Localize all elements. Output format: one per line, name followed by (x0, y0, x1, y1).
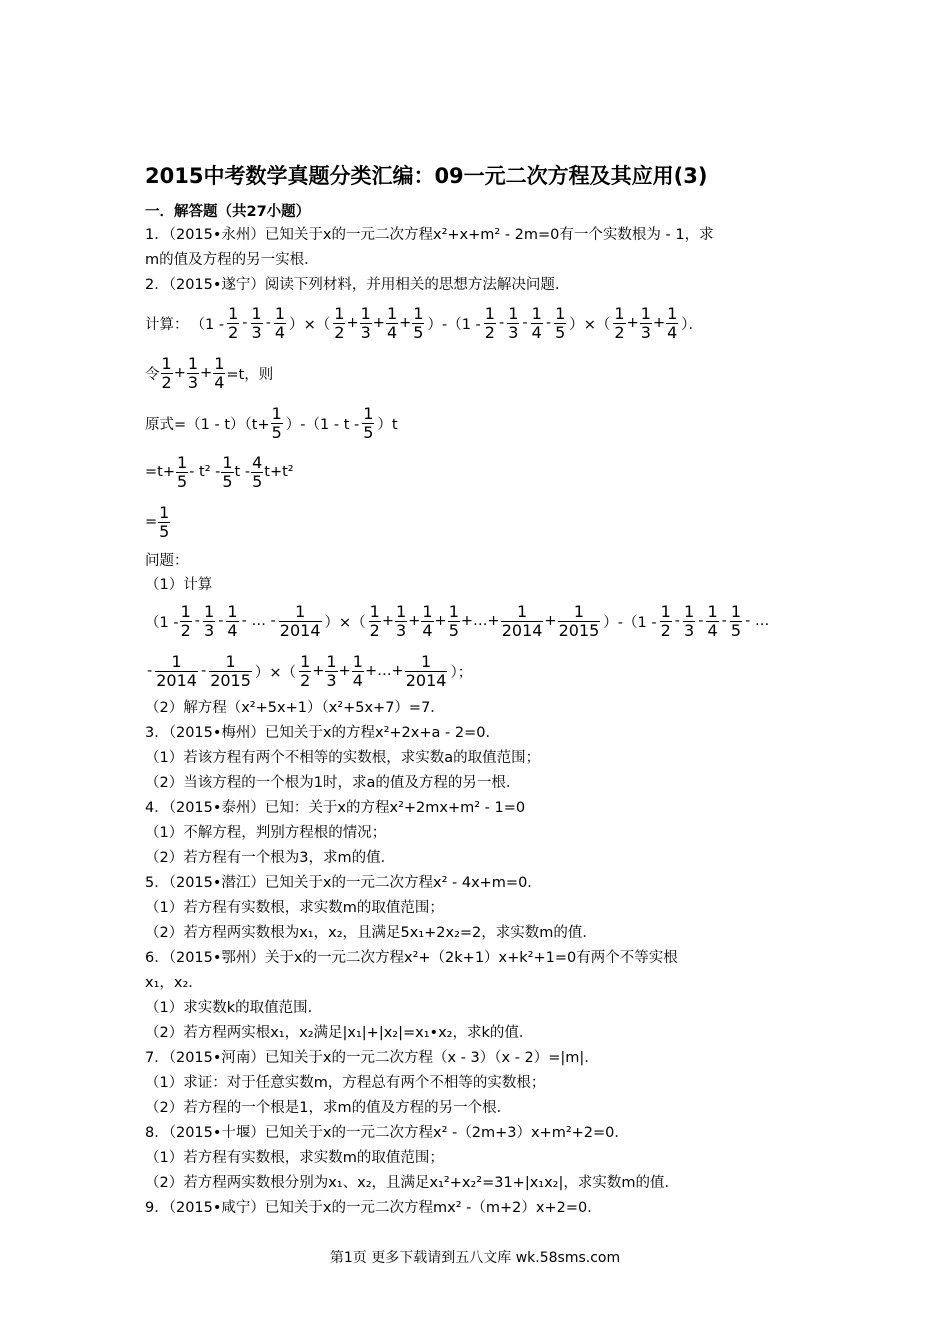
ellipsis-plus: +…+ (364, 663, 404, 679)
question-8-part-2: （2）若方程两实数根分别为x₁、x₂，且满足x₁²+x₂²=31+|x₁x₂|，求实数m的值． (145, 1175, 680, 1191)
plus-sign: + (312, 663, 325, 679)
fraction-numerator: 1 (326, 651, 337, 671)
big-calc-line-2 (145, 649, 474, 693)
fraction-denominator: 5 (252, 471, 263, 491)
calc-expression (145, 301, 705, 345)
fraction-1-3 (203, 603, 215, 640)
fraction-denominator: 3 (360, 322, 371, 342)
let-suffix: =t，则 (226, 366, 274, 383)
fraction-numerator: 1 (421, 651, 432, 671)
fraction-denominator: 4 (422, 620, 433, 640)
expand-b: - t² - (189, 464, 221, 480)
fraction-1-5 (271, 405, 283, 442)
ellipsis-plus: +…+ (460, 613, 500, 629)
expand-c: t - (234, 464, 251, 480)
fraction-denominator: 2 (369, 620, 380, 640)
times-sign: ）×（ (254, 664, 297, 681)
plus-sign: + (434, 613, 447, 629)
fraction-denominator: 5 (363, 422, 374, 442)
paren-open: （1 - (190, 316, 225, 333)
question-3-part-2: （2）当该方程的一个根为1时，求a的值及方程的另一根． (145, 775, 521, 791)
fraction-1-2 (484, 305, 496, 342)
question-7-part-2: （2）若方程的一个根是1，求m的值及方程的另一个根． (145, 1100, 512, 1116)
fraction-1-2 (161, 355, 173, 392)
expand-d: t+t² (264, 464, 294, 480)
fraction-denominator: 3 (508, 322, 519, 342)
minus-sign: - (721, 613, 727, 629)
question-5-part-2: （2）若方程两实数根为x₁，x₂，且满足5x₁+2x₂=2，求实数m的值． (145, 925, 597, 941)
problem-part-1: （1）计算 (145, 577, 213, 593)
plus-sign: + (408, 613, 421, 629)
fraction-denominator: 2 (228, 322, 239, 342)
fraction-denominator: 2014 (405, 670, 447, 690)
fraction-numerator: 1 (640, 303, 651, 323)
question-3: 3．（2015•梅州）已知关于x的方程x²+2x+a - 2=0． (145, 725, 500, 741)
question-3-part-1: （1）若该方程有两个不相等的实数根，求实数a的取值范围； (145, 750, 541, 766)
fraction-denominator: 3 (684, 620, 695, 640)
fraction-numerator: 1 (386, 303, 398, 323)
page-footer: 第1页 更多下载请到五八文库 wk.58sms.com (329, 1250, 621, 1266)
fraction-numerator: 1 (730, 601, 742, 621)
fraction-numerator: 1 (413, 303, 424, 323)
fraction-numerator: 4 (252, 452, 263, 472)
plus-sign: + (338, 663, 351, 679)
plus-sign: + (346, 315, 359, 331)
fraction-denominator: 4 (214, 372, 225, 392)
fraction-numerator: 1 (369, 601, 380, 621)
minus-paren: ）-（1 - (427, 316, 481, 333)
fraction-denominator: 2 (334, 322, 345, 342)
fraction-numerator: 1 (555, 303, 566, 323)
fraction-1-2015 (558, 603, 601, 640)
fraction-numerator: 1 (352, 651, 363, 671)
times-sign: ）×（ (569, 316, 611, 333)
fraction-denominator: 5 (413, 322, 424, 342)
original-expression (145, 401, 400, 445)
fraction-numerator: 1 (484, 303, 495, 323)
plus-sign: + (399, 315, 412, 331)
question-6-line-2: x₁，x₂． (145, 975, 203, 991)
result-expression (145, 500, 171, 544)
fraction-numerator: 1 (271, 403, 282, 423)
equals-sign: = (145, 514, 158, 530)
expand-a: =t+ (145, 464, 175, 480)
question-5: 5．（2015•潜江）已知关于x的一元二次方程x² - 4x+m=0． (145, 875, 542, 891)
question-7: 7．（2015•河南）已知关于x的一元二次方程（x - 3）（x - 2）=|m|． (145, 1050, 599, 1066)
fraction-denominator: 2 (484, 322, 495, 342)
fraction-numerator: 1 (180, 601, 191, 621)
fraction-1-4 (531, 305, 543, 342)
fraction-numerator: 1 (227, 601, 238, 621)
paren-close: ）． (681, 316, 704, 333)
problem-part-2: （2）解方程（x²+5x+1）（x²+5x+7）=7． (145, 700, 445, 716)
fraction-1-3 (640, 305, 652, 342)
fraction-numerator: 1 (396, 601, 407, 621)
fraction-denominator: 4 (667, 322, 678, 342)
fraction-1-2015 (209, 653, 252, 690)
question-1-line-2: m的值及方程的另一实根． (145, 252, 319, 268)
fraction-numerator: 1 (214, 353, 225, 373)
fraction-denominator: 5 (271, 422, 282, 442)
fraction-numerator: 1 (251, 303, 262, 323)
fraction-denominator: 3 (326, 670, 337, 690)
fraction-1-5 (158, 504, 170, 541)
question-1-line-1: 1．（2015•永州）已知关于x的一元二次方程x²+x+m² - 2m=0有一个实数根为 - 1，求 (145, 227, 714, 243)
minus-sign: - (498, 315, 505, 331)
minus-sign: - (218, 613, 224, 629)
times-sign: ）×（ (289, 316, 331, 333)
fraction-numerator: 1 (707, 601, 718, 621)
let-expression (145, 351, 273, 395)
fraction-1-4 (274, 305, 286, 342)
plus-sign: + (652, 315, 666, 331)
fraction-numerator: 1 (667, 303, 678, 323)
fraction-denominator: 2 (161, 372, 172, 392)
fraction-numerator: 1 (171, 651, 182, 671)
fraction-1-5 (176, 454, 188, 491)
fraction-numerator: 1 (684, 601, 695, 621)
fraction-1-2 (660, 603, 672, 640)
fraction-numerator: 1 (334, 303, 345, 323)
fraction-1-5 (448, 603, 460, 640)
fraction-numerator: 1 (161, 353, 172, 373)
times-sign: ）×（ (324, 614, 366, 631)
fraction-1-4 (386, 305, 398, 342)
fraction-denominator: 2 (660, 620, 671, 640)
fraction-denominator: 2 (180, 620, 191, 640)
question-4-part-2: （2）若方程有一个根为3，求m的值． (145, 850, 396, 866)
fraction-denominator: 5 (159, 521, 170, 541)
fraction-denominator: 3 (251, 322, 262, 342)
orig-prefix: 原式=（1 - t）（t+ (145, 416, 270, 433)
fraction-1-3 (507, 305, 519, 342)
fraction-1-3 (325, 653, 337, 690)
plus-sign: + (381, 613, 395, 629)
paren-open: （1 - (145, 614, 179, 631)
fraction-numerator: 1 (225, 651, 236, 671)
question-6-part-1: （1）求实数k的取值范围． (145, 1000, 323, 1016)
fraction-numerator: 1 (614, 303, 625, 323)
fraction-1-4 (666, 305, 678, 342)
fraction-numerator: 1 (422, 601, 433, 621)
fraction-denominator: 5 (730, 620, 742, 640)
fraction-denominator: 3 (204, 620, 215, 640)
minus-paren: ）-（1 - (603, 614, 657, 631)
fraction-1-2014 (155, 653, 198, 690)
fraction-denominator: 5 (222, 471, 233, 491)
fraction-denominator: 5 (555, 322, 566, 342)
minus-sign: - (674, 613, 681, 629)
fraction-1-3 (187, 355, 199, 392)
fraction-numerator: 1 (176, 452, 188, 472)
fraction-denominator: 2015 (558, 620, 600, 640)
fraction-numerator: 1 (295, 601, 306, 621)
fraction-1-3 (251, 305, 263, 342)
plus-sign: + (200, 365, 213, 381)
fraction-1-2014 (405, 653, 448, 690)
fraction-1-3 (360, 305, 372, 342)
fraction-1-2 (180, 603, 192, 640)
big-calc-line-1 (145, 599, 771, 643)
fraction-numerator: 1 (448, 601, 459, 621)
plus-sign: + (372, 315, 385, 331)
section-heading: 一．解答题（共27小题） (145, 204, 311, 220)
fraction-1-4 (213, 355, 225, 392)
fraction-denominator: 5 (448, 620, 459, 640)
fraction-1-5 (362, 405, 374, 442)
fraction-numerator: 1 (300, 651, 311, 671)
fraction-numerator: 1 (573, 601, 585, 621)
fraction-denominator: 2 (300, 670, 311, 690)
minus-sign: - (242, 315, 248, 331)
fraction-1-4 (706, 603, 718, 640)
orig-mid: ）-（1 - t - (285, 416, 360, 433)
fraction-numerator: 1 (159, 502, 170, 522)
fraction-numerator: 1 (531, 303, 542, 323)
fraction-numerator: 1 (508, 303, 519, 323)
let-label: 令 (145, 366, 160, 383)
fraction-4-5 (251, 454, 263, 491)
minus-sign: - (265, 315, 271, 331)
fraction-1-2014 (279, 603, 322, 640)
fraction-1-2 (227, 305, 239, 342)
fraction-denominator: 4 (386, 322, 398, 342)
fraction-denominator: 5 (176, 471, 188, 491)
question-7-part-1: （1）求证：对于任意实数m，方程总有两个不相等的实数根； (145, 1075, 546, 1091)
fraction-denominator: 2 (614, 322, 625, 342)
paren-close: ）； (450, 664, 473, 681)
fraction-1-3 (683, 603, 695, 640)
fraction-1-2 (333, 305, 345, 342)
fraction-1-2 (369, 603, 381, 640)
fraction-1-5 (221, 454, 233, 491)
calc-label: 计算： (145, 316, 189, 333)
fraction-1-3 (395, 603, 407, 640)
fraction-1-2 (613, 305, 625, 342)
plus-sign: + (544, 613, 557, 629)
fraction-numerator: 1 (274, 303, 286, 323)
minus-sign: - (200, 663, 207, 679)
fraction-1-2014 (501, 603, 544, 640)
question-6-part-2: （2）若方程两实根x₁，x₂满足|x₁|+|x₂|=x₁•x₂，求k的值． (145, 1025, 534, 1041)
expansion-expression (145, 450, 294, 494)
page-title: 2015中考数学真题分类汇编：09一元二次方程及其应用(3) (145, 164, 708, 188)
question-9: 9．（2015•咸宁）已知关于x的一元二次方程mx² -（m+2）x+2=0． (145, 1200, 602, 1216)
fraction-denominator: 2014 (156, 670, 197, 690)
fraction-denominator: 2014 (501, 620, 543, 640)
minus-sign: - (698, 613, 704, 629)
ellipsis-minus: - … - (241, 613, 276, 629)
plus-sign: + (173, 365, 186, 381)
fraction-denominator: 4 (352, 670, 363, 690)
fraction-denominator: 4 (227, 620, 238, 640)
fraction-denominator: 2015 (210, 670, 251, 690)
minus-sign: - (194, 613, 200, 629)
fraction-1-5 (730, 603, 742, 640)
problem-label: 问题： (145, 553, 189, 569)
question-6-line-1: 6．（2015•鄂州）关于x的一元二次方程x²+（2k+1）x+k²+1=0有两个不等实根 (145, 950, 678, 966)
minus-sign: - (545, 315, 552, 331)
question-5-part-1: （1）若方程有实数根，求实数m的取值范围； (145, 900, 444, 916)
question-4-part-1: （1）不解方程，判别方程根的情况； (145, 825, 387, 841)
fraction-numerator: 1 (363, 403, 374, 423)
fraction-numerator: 1 (516, 601, 528, 621)
fraction-1-2 (299, 653, 311, 690)
fraction-numerator: 1 (228, 303, 239, 323)
question-8: 8．（2015•十堰）已知关于x的一元二次方程x² -（2m+3）x+m²+2=0． (145, 1125, 629, 1141)
fraction-denominator: 4 (274, 322, 286, 342)
fraction-numerator: 1 (187, 353, 199, 373)
fraction-denominator: 3 (187, 372, 199, 392)
fraction-1-4 (421, 603, 433, 640)
fraction-denominator: 3 (640, 322, 651, 342)
fraction-numerator: 1 (660, 601, 671, 621)
fraction-denominator: 4 (707, 620, 718, 640)
question-4: 4．（2015•泰州）已知：关于x的方程x²+2mx+m² - 1=0 (145, 800, 526, 816)
question-2-intro: 2．（2015•遂宁）阅读下列材料，并用相关的思想方法解决问题． (145, 277, 570, 293)
fraction-1-5 (554, 305, 566, 342)
plus-sign: + (626, 315, 639, 331)
fraction-denominator: 2014 (279, 620, 321, 640)
fraction-denominator: 3 (396, 620, 407, 640)
fraction-numerator: 1 (204, 601, 215, 621)
orig-suffix: ）t (377, 416, 398, 433)
fraction-denominator: 4 (531, 322, 542, 342)
lead-minus: - (147, 663, 153, 679)
minus-sign: - (522, 315, 528, 331)
trailing-ellipsis: - … (745, 613, 770, 629)
fraction-numerator: 1 (360, 303, 371, 323)
fraction-1-5 (412, 305, 424, 342)
fraction-1-4 (352, 653, 364, 690)
fraction-numerator: 1 (222, 452, 233, 472)
question-8-part-1: （1）若方程有实数根，求实数m的取值范围； (145, 1150, 444, 1166)
fraction-1-4 (226, 603, 238, 640)
